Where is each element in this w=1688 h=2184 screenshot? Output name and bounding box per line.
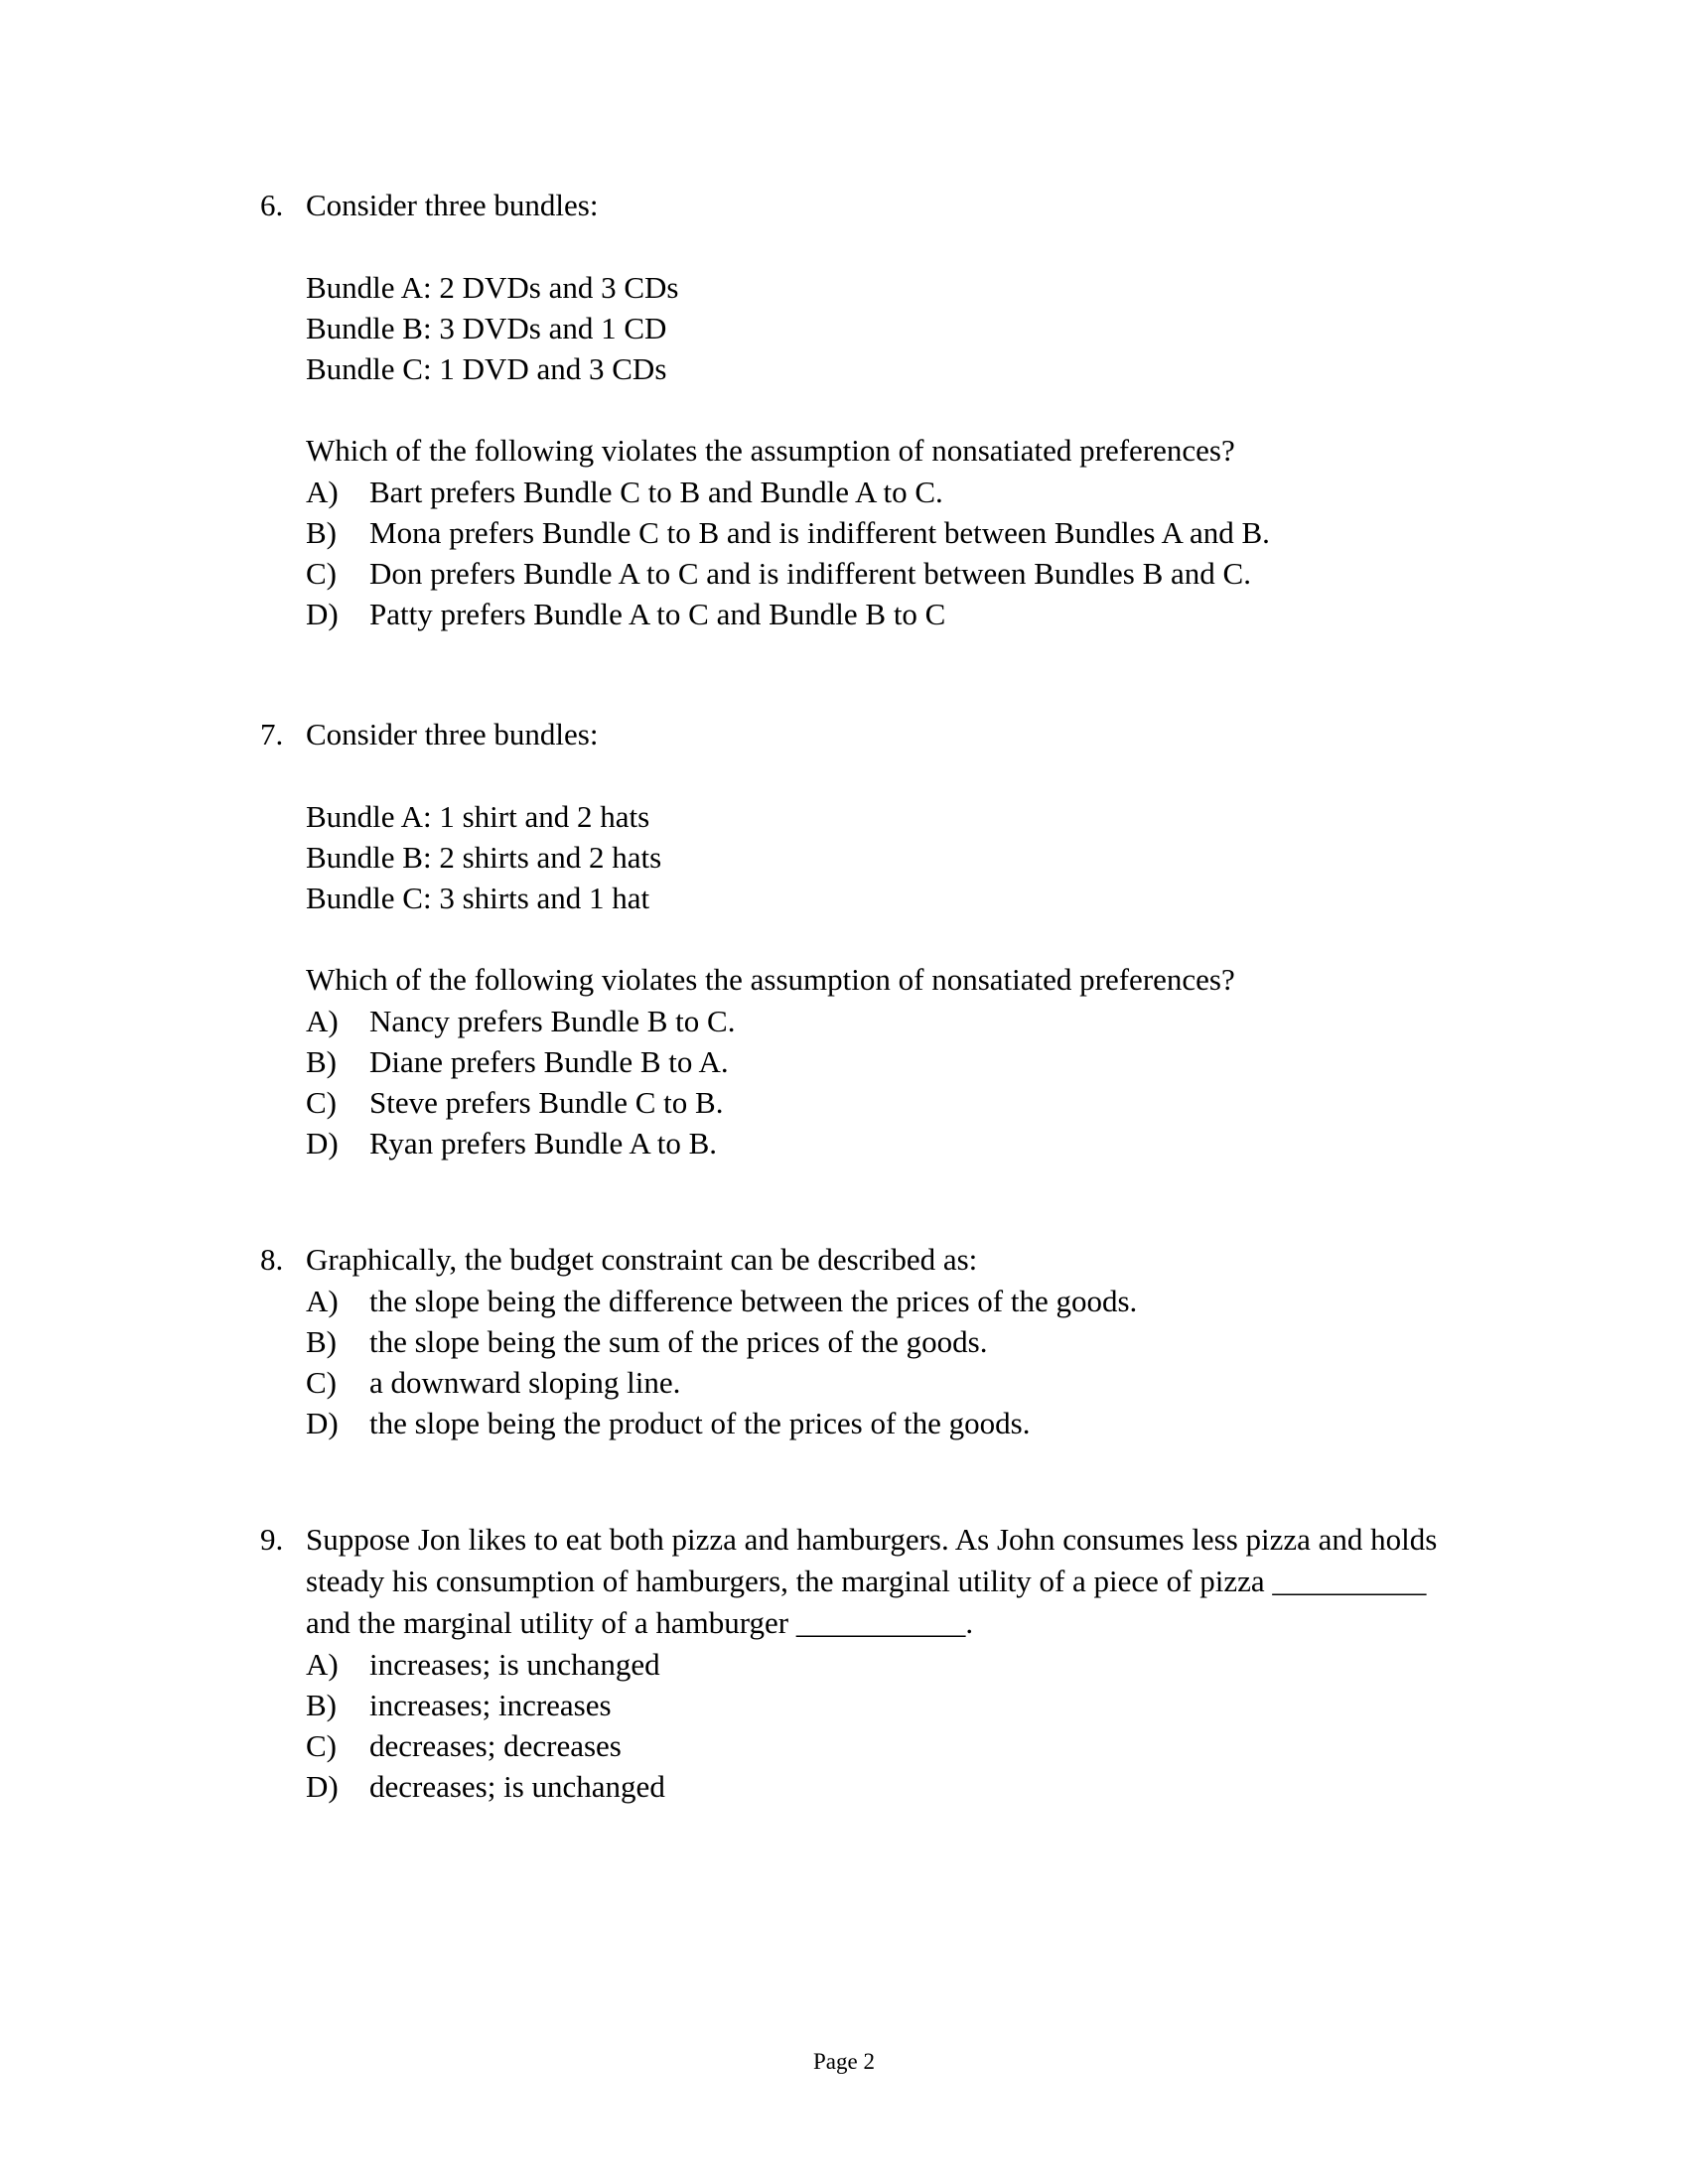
question-gap	[260, 1443, 1442, 1519]
option-d[interactable]	[306, 594, 1442, 634]
bundle-item: Bundle A: 1 shirt and 2 hats	[306, 799, 650, 834]
blank-line	[260, 226, 1442, 267]
question-gap	[260, 1163, 1442, 1239]
option-a-letter: A)	[306, 475, 339, 509]
question-7-number: 7.	[260, 717, 284, 751]
option-b[interactable]	[306, 512, 1442, 553]
option-b[interactable]	[306, 1321, 1442, 1362]
question-list	[260, 185, 1442, 1807]
question-8-stem: Graphically, the budget constraint can be described as:	[306, 1242, 978, 1277]
option-a[interactable]	[306, 1001, 1442, 1041]
bundle-item: Bundle C: 3 shirts and 1 hat	[306, 881, 650, 915]
bundle-item: Bundle C: 1 DVD and 3 CDs	[306, 351, 667, 386]
option-d-text: the slope being the product of the prices of the goods.	[369, 1406, 1031, 1440]
page-number-label: Page 2	[813, 2049, 875, 2074]
option-a[interactable]	[306, 1644, 1442, 1685]
option-a-letter: A)	[306, 1284, 339, 1318]
bundle-item: Bundle A: 2 DVDs and 3 CDs	[306, 270, 679, 305]
option-b[interactable]	[306, 1041, 1442, 1082]
option-c[interactable]	[306, 553, 1442, 594]
option-c-letter: C)	[306, 1365, 337, 1400]
option-c-letter: C)	[306, 1085, 337, 1120]
question-7-bundle-list	[306, 796, 1442, 918]
option-b-text: increases; increases	[369, 1688, 612, 1722]
question-7-prompt: Which of the following violates the assumption of nonsatiated preferences?	[306, 962, 1235, 997]
question-9	[260, 1519, 1442, 1807]
option-a-text: Nancy prefers Bundle B to C.	[369, 1004, 736, 1038]
bundle-item: Bundle B: 2 shirts and 2 hats	[306, 840, 662, 875]
option-b-letter: B)	[306, 515, 337, 550]
question-6-prompt: Which of the following violates the assumption of nonsatiated preferences?	[306, 433, 1235, 468]
option-a-letter: A)	[306, 1647, 339, 1682]
bundle-item: Bundle B: 3 DVDs and 1 CD	[306, 311, 667, 345]
option-d[interactable]	[306, 1766, 1442, 1807]
question-9-options	[306, 1644, 1442, 1807]
question-6-stem: Consider three bundles:	[306, 188, 599, 222]
blank-line	[260, 918, 1442, 959]
option-b-letter: B)	[306, 1324, 337, 1359]
question-9-number: 9.	[260, 1522, 284, 1557]
page-footer	[0, 2047, 1688, 2077]
question-7	[260, 714, 1442, 1163]
option-c-letter: C)	[306, 1728, 337, 1763]
option-d-letter: D)	[306, 597, 339, 631]
option-c[interactable]	[306, 1362, 1442, 1403]
option-a[interactable]	[306, 472, 1442, 512]
option-a-text: increases; is unchanged	[369, 1647, 660, 1682]
question-8-heading	[260, 1239, 1442, 1281]
option-a-text: Bart prefers Bundle C to B and Bundle A to C.	[369, 475, 943, 509]
question-9-stem: Suppose Jon likes to eat both pizza and hamburgers. As John consumes less pizza and holds steady his consumption of hamburgers, the marginal utility of a piece of pizza __________ and the marginal utility of a hamburger ___________.	[306, 1522, 1438, 1640]
question-6-bundle-list	[306, 267, 1442, 389]
option-c-text: Steve prefers Bundle C to B.	[369, 1085, 724, 1120]
option-b-letter: B)	[306, 1044, 337, 1079]
option-d-letter: D)	[306, 1406, 339, 1440]
question-6-number: 6.	[260, 188, 284, 222]
option-c-text: Don prefers Bundle A to C and is indifferent between Bundles B and C.	[369, 556, 1251, 591]
option-d-text: decreases; is unchanged	[369, 1769, 665, 1804]
question-gap	[260, 634, 1442, 714]
question-6-options	[306, 472, 1442, 634]
option-b[interactable]	[306, 1685, 1442, 1725]
option-b-text: Mona prefers Bundle C to B and is indifferent between Bundles A and B.	[369, 515, 1270, 550]
option-c[interactable]	[306, 1082, 1442, 1123]
question-8-number: 8.	[260, 1242, 284, 1277]
question-9-heading	[260, 1519, 1442, 1644]
question-7-stem: Consider three bundles:	[306, 717, 599, 751]
option-c[interactable]	[306, 1725, 1442, 1766]
option-d-letter: D)	[306, 1126, 339, 1160]
question-7-heading	[260, 714, 1442, 755]
question-7-options	[306, 1001, 1442, 1163]
option-d[interactable]	[306, 1123, 1442, 1163]
blank-line	[260, 389, 1442, 430]
option-b-text: the slope being the sum of the prices of the goods.	[369, 1324, 988, 1359]
option-a-letter: A)	[306, 1004, 339, 1038]
option-d[interactable]	[306, 1403, 1442, 1443]
question-6	[260, 185, 1442, 634]
option-c-text: a downward sloping line.	[369, 1365, 681, 1400]
option-c-letter: C)	[306, 556, 337, 591]
option-c-text: decreases; decreases	[369, 1728, 622, 1763]
option-a[interactable]	[306, 1281, 1442, 1321]
option-b-letter: B)	[306, 1688, 337, 1722]
blank-line	[260, 755, 1442, 796]
question-8-options	[306, 1281, 1442, 1443]
option-d-text: Ryan prefers Bundle A to B.	[369, 1126, 718, 1160]
option-d-text: Patty prefers Bundle A to C and Bundle B to C	[369, 597, 946, 631]
option-a-text: the slope being the difference between the prices of the goods.	[369, 1284, 1138, 1318]
option-d-letter: D)	[306, 1769, 339, 1804]
option-b-text: Diane prefers Bundle B to A.	[369, 1044, 729, 1079]
question-6-heading	[260, 185, 1442, 226]
question-8	[260, 1239, 1442, 1443]
